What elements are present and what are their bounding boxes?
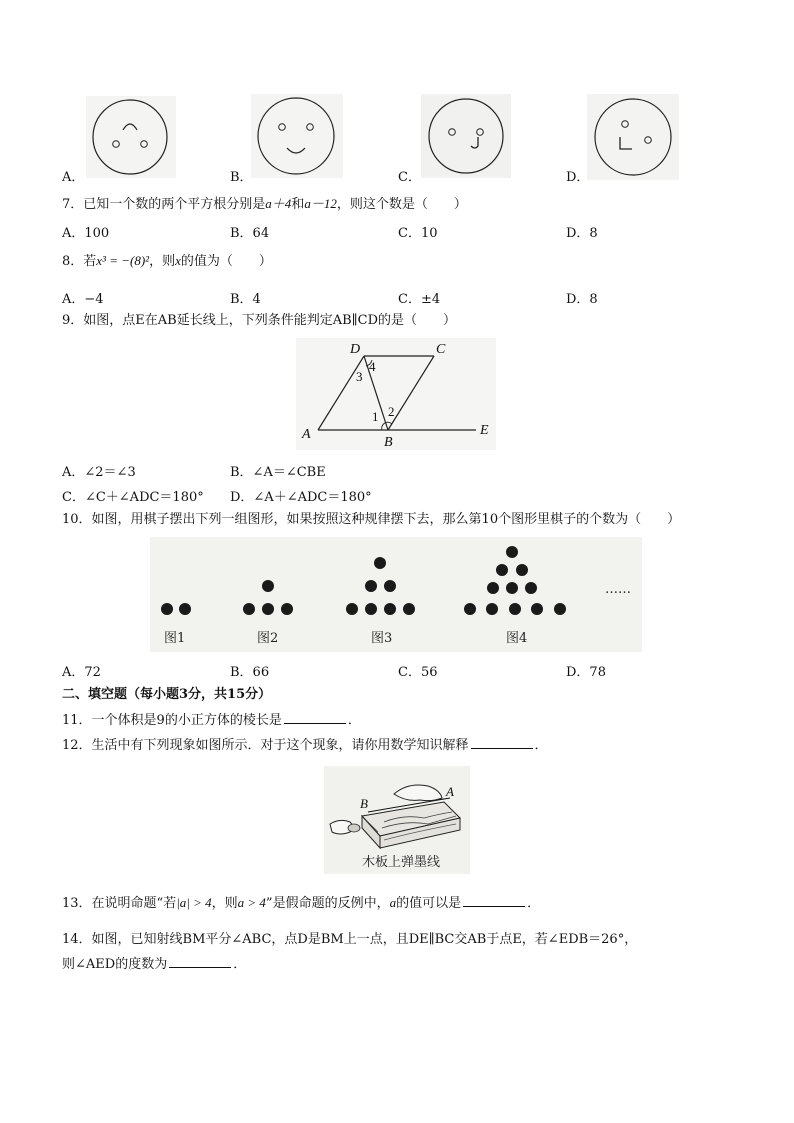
q12-question: 12．生活中有下列现象如图所示．对于这个现象，请你用数学知识解释 ． xyxy=(62,738,548,753)
q7-option-d: D．8 xyxy=(566,226,598,241)
q13-conclusion: a > 4 xyxy=(237,895,266,910)
q7-option-a: A．100 xyxy=(62,226,110,241)
q10-chess-pattern-figure xyxy=(150,537,642,652)
q6-face-d-figure xyxy=(587,94,679,180)
q8-question: 8．若x³ = −(8)²，则x的值为（ ） xyxy=(62,253,272,269)
q9-label-a: A xyxy=(302,427,311,442)
q7-expr2: a－12 xyxy=(304,196,337,211)
q14-question-line1: 14．如图，已知射线BM平分∠ABC，点D是BM上一点，且DE∥BC交AB于点E，若∠EDB＝26°， xyxy=(62,932,638,947)
q10-option-b: B．66 xyxy=(230,665,270,680)
q9-option-b: B．∠A＝∠CBE xyxy=(230,465,326,480)
q9-label-2: 2 xyxy=(388,404,395,419)
q9-question: 9．如图，点E在AB延长线上，下列条件能判定AB∥CD的是（ ） xyxy=(62,313,457,328)
q12-label-b: B xyxy=(360,796,368,811)
q6-face-c-figure xyxy=(421,94,511,178)
q6-option-b-label: B． xyxy=(230,170,253,185)
q10-caption-4: 图4 xyxy=(506,631,528,646)
q9-label-4: 4 xyxy=(369,359,376,374)
q8-equation: x³ = −(8)² xyxy=(96,253,150,268)
q8-option-c: C．±4 xyxy=(398,292,441,307)
q9-parallelogram-figure xyxy=(296,338,496,450)
q10-option-a: A．72 xyxy=(62,665,101,680)
q9-option-a: A．∠2＝∠3 xyxy=(62,465,136,480)
q12-label-a: A xyxy=(446,784,454,799)
q9-option-d: D．∠A＋∠ADC＝180° xyxy=(230,490,372,505)
section-2-title: 二、填空题（每小题3分，共15分） xyxy=(62,687,272,702)
q12-answer-blank[interactable] xyxy=(471,736,533,749)
q8-option-b: B．4 xyxy=(230,292,261,307)
q14-answer-blank[interactable] xyxy=(169,955,231,968)
q6-option-c-label: C． xyxy=(398,170,421,185)
q13-condition: |a| > 4 xyxy=(176,895,212,910)
q9-option-c: C．∠C＋∠ADC＝180° xyxy=(62,490,204,505)
q10-caption-2: 图2 xyxy=(257,631,279,646)
q10-option-d: D．78 xyxy=(566,665,606,680)
q8-option-a: A．−4 xyxy=(62,292,104,307)
q11-question: 11．一个体积是9的小正方体的棱长是 ． xyxy=(62,713,361,728)
q7-option-c: C．10 xyxy=(398,226,438,241)
q10-ellipsis: …… xyxy=(605,582,631,597)
q7-option-b: B．64 xyxy=(230,226,270,241)
q9-label-c: C xyxy=(436,342,446,357)
q12-figure-caption: 木板上弹墨线 xyxy=(362,855,441,870)
q10-option-c: C．56 xyxy=(398,665,438,680)
q13-question: 13．在说明命题“若|a| > 4，则a > 4”是假命题的反例中，a的值可以是 ． xyxy=(62,895,541,911)
q9-label-1: 1 xyxy=(372,409,379,424)
q10-question: 10．如图，用棋子摆出下列一组图形，如果按照这种规律摆下去，那么第10个图形里棋子的个数为（ ） xyxy=(62,512,681,527)
q6-option-a-label: A． xyxy=(62,170,85,185)
q8-option-d: D．8 xyxy=(566,292,598,307)
q6-face-b-figure xyxy=(251,94,343,178)
q13-answer-blank[interactable] xyxy=(463,894,525,907)
q6-face-a-figure xyxy=(86,96,176,178)
q6-option-d-label: D． xyxy=(566,170,590,185)
q7-expr1: a＋4 xyxy=(265,196,292,211)
q14-question-line2: 则∠AED的度数为 ． xyxy=(62,957,247,972)
q11-answer-blank[interactable] xyxy=(284,711,346,724)
q12-ink-line-board-figure xyxy=(324,766,470,874)
q7-question: 7．已知一个数的两个平方根分别是a＋4和a－12，则这个数是（ ） xyxy=(62,196,467,212)
q9-label-3: 3 xyxy=(356,369,363,384)
q9-label-b: B xyxy=(384,435,393,450)
q9-label-e: E xyxy=(480,423,489,438)
q10-caption-1: 图1 xyxy=(164,631,186,646)
q9-label-d: D xyxy=(350,342,361,357)
q10-caption-3: 图3 xyxy=(371,631,393,646)
